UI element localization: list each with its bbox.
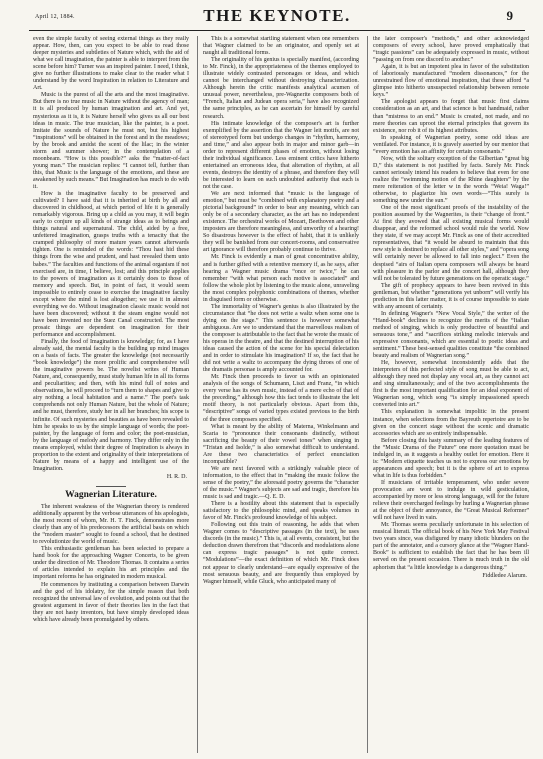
paragraph: The gift of prophecy appears to have been revived in this gentleman, but whether “generations yet unborn” will verify his prediction in this latter matter, it is of course impossible to state with any amount of certainty. (373, 282, 529, 310)
column-3 (373, 36, 529, 753)
paragraph: Mr. Finck then proceeds to favor us with an opinionated analysis of the songs of Schumann, Liszt and Franz, “in which every verse has its own music, instead of a mere echo of that of the preceding,” although how this fact tends to illustrate the leit motif theory, is not particularly obvious. Apart from this, “descriptive” songs of varied types existed previous to the birth of the three composers specified. (203, 374, 359, 423)
article-signature: Fiddledee Alarum. (482, 572, 527, 579)
paragraph: The originality of his genius is specially manifest, (according to Mr. Finck), in the appropriateness of the themes employed to illustrate widely contrasted personages or ideas, and which cannot be interchanged without destroying characterization. Although herein the critic manifests analytical acumen of unusual power, nevertheless, pre-Wagnerite composers both of “French, Italian and Judean opera seria,” have also recognized the same principles, as he can ascertain for himself by careful research. (203, 57, 359, 120)
column-2 (203, 36, 359, 753)
paragraph: One of the most significant proofs of the instability of the position assumed by the Wagnerites, is their “change of front.” At first they avowed that all existing musical forms would disappear, and the reformed school would rule the world. Now they state, if we may accept Mr. Finck as one of their accredited representatives, that “it would be absurd to maintain that this new style is destined to replace all other styles,” and “opera song will certainly never be allowed to fall into neglect.” Even the despised “airs of Italian opera composers will always be heard with pleasure in the parlor and the concert hall, although they will not be tolerated by future generations on the operatic stage.” (373, 205, 529, 282)
paragraph: He commences by instituting a comparison between Darwin and the god of his idolatry, for the simple reason that both recognized the universal law of evolution, and points out that the greatest argument in favor of their theories lies in the fact that they are not hasty inventors, but have simply developed ideas which have already been promulgated by others. (33, 581, 189, 623)
paragraph: In defining Wagner's “New Vocal Style,” the writer of the “Hand-book” declines to recognize the merits of the “Italian method of singing, which is only productive of beautiful and sensuous tone,” and “sacrifices striking melodic intervals and expressive consonants, which are essential to poetic ideas and sentiment.” These best-sensed qualities constitute “the combined beauty and realism of Wagnerian song.” (373, 310, 529, 360)
page-number: 9 (506, 8, 513, 23)
page-header (29, 0, 525, 28)
issue-date: April 12, 1884. (35, 14, 75, 20)
paragraph: Finally, the food of Imagination is knowledge; for, as I have already said, the mental faculty is the building up mind images on a basis of facts. The greater the knowledge (not necessarily “book knowledge”) the more prolific and comprehensive will the imaginative powers be. The novelist writes of Human Nature, and, consequently, must study human life in all its forms and peculiarities; and then, with his mind full of notes and observations, he will proceed to “turn them to shapes and give to airy nothing a local habitation and a name.” The poet's task comprehends not only Human Nature, but the whole of Nature; and he must, therefore, study her in all her branches; his scope is infinite. Of such mysteries and beauties as have been revealed to him he speaks to us by the simple language of words; the poet-painter, by the language of form and color; the poet-musician, by the language of melody and harmony. They differ only in the means employed, whilst their degree of Inspiration is always in proportion to the extent and originality of their interpretations of Nature by means of a happy and intelligent use of the Imagination. (33, 339, 189, 472)
column-1 (33, 36, 189, 753)
paragraph: If musicians of irritable temperament, who under severe provocation are wont to indulge in wild gesticulation, accompanied by more or less strong language, will for the future relieve their overcharged feelings by hurling a Wagnerian phrase at the object of their annoyance, the “Great Musical Reformer” will not have lived in vain. (373, 479, 529, 522)
paragraph: This is a somewhat startling statement when one remembers that Wagner claimed to be an originator, and openly set at naught all traditional forms. (203, 36, 359, 57)
paragraph: His intimate knowledge of the composer's art is further exemplified by the assertion that the Wagner leit motifs, are not of stereotyped form but undergo changes in “rhythm, harmony, and time,” and also appear both in major and minor garb—in order to represent different phases of emotion, without losing their individual significance. Less eminent critics have hitherto entertained an erroneous idea, that alteration of rhythm, at all events, destroys the identity of a phrase, and therefore they will be interested to learn on such undoubted authority that such is not the case. (203, 120, 359, 190)
paragraph: the later composer's “methods,” and other acknowledged composers of every school, have proved emphatically that “tragic passions” can be adequately expressed in music, without “passing on from one discord to another.” (373, 36, 529, 64)
paragraph: This explanation is somewhat impolitic in the present instance, when selections from the Bayreuth repertoire are to be given on the concert stage without the scenic and dramatic accessories which are so entirely indispensable. (373, 409, 529, 437)
paragraph: The inherent weakness of the Wagnerian theory is rendered additionally apparent by the verbose utterances of his apologists, the most recent of whom, Mr. H. T. Finck, demonstrates more clearly than any of his predecessors the artificial basis on which the “modern master” sought to found a school, that he destined to revolutionize the world of music. (33, 504, 189, 546)
paragraph: This enthusiastic gentleman has been selected to prepare a hand book for the approaching Wagner Concerts, to be given under the direction of Mr. Theodore Thomas. It contains a series of articles intended to explain his art principles and the important reforms he has originated in modern musical. (33, 546, 189, 581)
paragraph: We are next informed that “music is the language of emotion,” but must be “combined with explanatory poetry and a pictorial background” in order to bear any meaning, which can only be of a secondary character, as the art has no independent existence. The orchestral works of Mozart, Beethoven and other imposters are therefore meaningless, and unworthy of a hearing! So disastrous however is the effect of habit, that it is unlikely they will be banished from our concert-rooms, and conservative art ignorance will therefore probably continue to thrive. (203, 191, 359, 254)
header-rule (29, 30, 525, 31)
section-separator (96, 486, 126, 487)
paragraph: Music is the purest of all the arts and the most imaginative. But there is no true music in Nature without the agency of man; it is all produced by human imagination and art. And yet, mysterious as it is, it is Nature herself who gives us all our best ideas in music. The true musician, like the painter, is a poet. Imitate the sounds of Nature he must not, but his highest “inspirations” will be obtained in the forest and in the meadows; by the brook and amidst the scent of the lilac; in the winter storm and summer shower; in the contemplation of a moonbeam. “How is this possible?” asks the “matter-of-fact young man.” The musician replies: “I cannot tell, further than this, that Music is the language of the emotions, and these are awakened by such means.” But Imagination has much to do with it. (33, 92, 189, 190)
paragraph: Mr. Thomas seems peculiarly unfortunate in his selection of musical literati. The official book of his New York May Festival two years since, was disfigured by many idiotic blunders on the part of the annotator, and a cursory glance at the “Wagner Hand-Book” is sufficient to establish the fact that he has been ill served on the present occasion. There is much truth in the old aphorism that “a little knowledge is a dangerous thing.” (373, 522, 529, 571)
paragraph: What is meant by the ability of Materna, Winkelmann and Scaria to “pronounce their consonants distinctly, without sacrificing the beauty of their vowel tones” when singing in “Tristan and Isolde,” is also somewhat difficult to understand. Are these two characteristics of perfect enunciation incompatible? (203, 423, 359, 465)
paragraph: How is the imaginative faculty to be preserved and cultivated? I have said that it is inherited at birth by all and discovered in childhood, at which period of life it is generally remarkably vigorous. Bring up a child as you may, it will begin early to conjure up all kinds of strange ideas as to beings and things natural and supernatural. The child, aided by a free, unfettered imagination, grasps truths with a tenacity that the cramped philosophy of more mature years cannot afterwards tighten. One is reminded of the words: “Thou hast hid these things from the wise and prudent, and hast revealed them unto babes.” The faculties and functions of the animal organism if not exercised are, in time, I believe, lost; and this principle applies to the powers of imagination as it certainly does to those of memory and speech. But, in point of fact, it would seem impossible to entirely cease to exercise the imaginative faculty except where the mind is lost altogether; we use it in almost everything we do. Without imagination classic music would not have been discovered; without it the steam engine would not have been invented nor the Suez Canal constructed. The most prosaic things are dependent on imagination for their performance and accomplishment. (33, 191, 189, 338)
paragraph: Following out this train of reasoning, he adds that when Wagner comes to “descriptive passages (in the text), he uses discords (in the music).” This is, at all events, consistent, but the deduction drawn therefrom that “discords and modulations alone can express tragic passages” is not quite correct. “Modulations”—the exact definition of which Mr. Finck does not appear to clearly understand—are equally expressive of the most sensuous beauty, and are frequently thus employed by Wagner himself, while Gluck, who anticipated many of (203, 522, 359, 585)
article-columns (33, 36, 529, 753)
paragraph: even the simple faculty of seeing external things as they really appear. How, then, can you expect to be able to read those deeper mysteries and subtleties of Nature which, with the aid of what we call imagination, the painter is able to interpret from the scene before him? Turner was an inspired painter. I need, I think, give no further illustrations to make clear to the reader what I understand by the word Inspiration in relation to Literature and Art. (33, 36, 189, 92)
paragraph: Mr. Finck is evidently a man of great concentrative ability, and is further gifted with a retentive memory if, as he says, after hearing a Wagner music drama “once or twice,” he can remember “with what person each motive is associated” and follow the whole plot by listening to the music alone, unraveling the most complex polyphonic combinations of themes, whether in disguised form or otherwise. (203, 254, 359, 303)
article-signature: H. R. D. (166, 473, 187, 480)
paragraph: The immortality of Wagner's genius is also illustrated by the circumstance that “he does not write a waltz when some one is dying on the stage.” This sentence is however somewhat ambiguous. Are we to understand that the marvellous realism of the composer is attributable to the fact that he wrote the music of his operas in the theatre, and that the destined interruption of his ideas caused the action of the scene for his special delectation and in order to stimulate his imagination? If so, the fact that he did not write a waltz to accompany the dying throes of one of the dramatis personae is amply accounted for. (203, 303, 359, 374)
paragraph: There is a hostility about this statement that is especially satisfactory to the philosophic mind, and speaks volumes in favor of Mr. Finck's profound knowledge of his subject. (203, 501, 359, 522)
paragraph: Before closing this hasty summary of the leading features of the “Music Drama of the Future” one more quotation must be indulged in, as it suggests a healthy outlet for emotion. Here it is: “Modern etiquette teaches us not to express our emotions by appearances and speech; but it is the sphere of art to express what in life is thus forbidden.” (373, 437, 529, 479)
paragraph: The apologist appears to forget that music first claims consideration as an art, and that science is but handmaid, rather than “mistress to an end.” Music is created, not made, and no mere theories can uproot the eternal principles that govern its existence, nor rob it of its highest attributes. (373, 99, 529, 134)
paragraph: He, however, somewhat inconsistently adds that the interpreters of this perfected style of song must be able to act, although they need not display any vocal art, as they cannot act and sing simultaneously; and of the two accomplishments the first is the most important qualification for an ideal exponent of Wagnerian song, which song “is simply impassioned speech converted into art.” (373, 360, 529, 409)
paragraph: We are next favored with a strikingly valuable piece of information, to the effect that in “making the music follow the sense of the poetry,” the aforesaid poetry governs the “character of the music.” Wagner's subjects are sad and tragic, therefore his music is sad and tragic.—Q. E. D. (203, 465, 359, 501)
paragraph: Now, with the solitary exception of the Gilbertian “great big D,” this statement is not justified by facts. Surely Mr. Finck cannot seriously intend his readers to believe that even for one realize the “swimming motion of the Rhine daughters” by the mere reiteration of the letter w in the words “Weia! Waga!” otherwise, to plagiarize his own words—“This surely is something new under the sun.” (373, 155, 529, 205)
publication-title: THE KEYNOTE. (203, 6, 351, 25)
section-title: Wagnerian Literature. (65, 489, 157, 500)
paragraph: Again, it is but an impotent plea in favor of the substitution of laboriously manufactured “modern dissonances,” for the unrestrained flow of emotional inspiration, that these afford “a glimpse into hitherto unsuspected relationship between remote keys.” (373, 64, 529, 99)
paragraph: In speaking of Wagnerian poetry, some odd ideas are ventilated. For instance, it is gravely asserted by our mentor that “every emotion has an affinity for certain consonants.” (373, 134, 529, 155)
